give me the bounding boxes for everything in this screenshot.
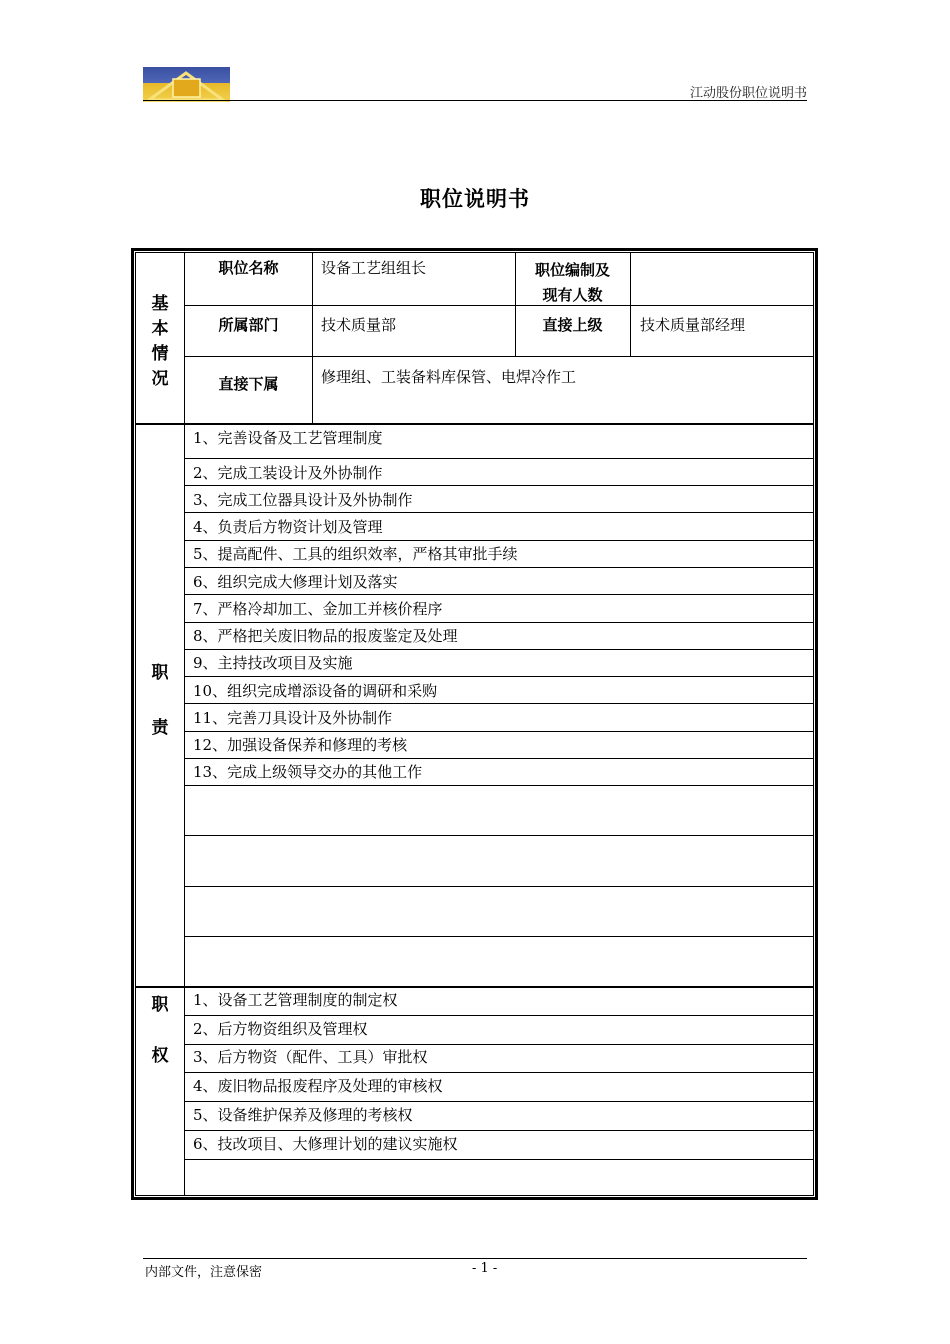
- page-number: - 1 -: [472, 1261, 498, 1276]
- duty-item: 5、提高配件、工具的组织效率，严格其审批手续: [193, 545, 518, 563]
- grid-line: [184, 676, 814, 677]
- duty-item: 2、完成工装设计及外协制作: [193, 464, 383, 482]
- grid-line: [184, 731, 814, 732]
- authority-section-label: [140, 990, 180, 1066]
- section-separator: [135, 986, 814, 988]
- grid-line: [184, 1101, 814, 1102]
- grid-line: [184, 512, 814, 513]
- section-label-char: 责: [151, 718, 169, 738]
- grid-line: [184, 594, 814, 595]
- duty-item: 8、严格把关废旧物品的报废鉴定及处理: [193, 627, 458, 645]
- section-label-char: 本: [151, 319, 169, 339]
- grid-line: [184, 1015, 814, 1016]
- grid-line: [184, 1159, 814, 1160]
- authority-item: 4、废旧物品报废程序及处理的审核权: [193, 1077, 443, 1095]
- grid-line: [184, 540, 814, 541]
- grid-line: [184, 1044, 814, 1045]
- page-title: 职位说明书: [420, 187, 530, 211]
- grid-line: [184, 485, 814, 486]
- duty-item: 1、完善设备及工艺管理制度: [193, 429, 383, 447]
- logo-mark: [143, 67, 230, 102]
- basic-info-section-label: [140, 292, 180, 392]
- headcount-label: [515, 258, 630, 308]
- grid-line: [184, 835, 814, 836]
- section-label-char: 权: [151, 1046, 169, 1066]
- headcount-label-line2: 现有人数: [542, 286, 603, 304]
- position-name-label: 职位名称: [218, 259, 279, 277]
- subordinates-value: 修理组、工装备料库保管、电焊冷作工: [321, 368, 577, 386]
- grid-line: [184, 1130, 814, 1131]
- duty-item: 13、完成上级领导交办的其他工作: [193, 763, 423, 781]
- supervisor-label: 直接上级: [542, 316, 603, 334]
- grid-line: [184, 886, 814, 887]
- grid-line: [630, 252, 631, 356]
- grid-line: [184, 703, 814, 704]
- grid-line: [184, 458, 814, 459]
- header-doc-series: 江动股份职位说明书: [689, 86, 807, 101]
- footer-divider: [143, 1258, 807, 1259]
- authority-item: 1、设备工艺管理制度的制定权: [193, 991, 398, 1009]
- authority-item: 6、技改项目、大修理计划的建议实施权: [193, 1135, 458, 1153]
- company-logo: [143, 67, 230, 102]
- section-separator: [135, 423, 814, 425]
- grid-line: [184, 356, 814, 357]
- department-value: 技术质量部: [321, 316, 397, 334]
- authority-item: 2、后方物资组织及管理权: [193, 1020, 368, 1038]
- section-label-char: 况: [151, 369, 169, 389]
- duty-item: 10、组织完成增添设备的调研和采购: [193, 682, 438, 700]
- grid-line: [184, 649, 814, 650]
- footer-confidential-note: 内部文件，注意保密: [145, 1265, 263, 1280]
- headcount-label-line1: 职位编制及: [534, 261, 610, 279]
- duty-item: 12、加强设备保养和修理的考核: [193, 736, 408, 754]
- grid-line: [184, 305, 814, 306]
- grid-line: [184, 567, 814, 568]
- authority-item: 3、后方物资（配件、工具）审批权: [193, 1048, 428, 1066]
- grid-line: [184, 758, 814, 759]
- section-label-char: 职: [151, 663, 169, 683]
- section-label-char: 职: [151, 995, 169, 1015]
- duty-item: 3、完成工位器具设计及外协制作: [193, 491, 413, 509]
- section-label-char: 基: [151, 294, 169, 314]
- duty-item: 9、主持技改项目及实施: [193, 654, 353, 672]
- grid-line: [184, 622, 814, 623]
- duty-item: 7、严格冷却加工、金加工并核价程序: [193, 600, 443, 618]
- grid-line: [312, 252, 313, 423]
- section-label-char: 情: [151, 344, 169, 364]
- header-divider: [143, 100, 807, 101]
- duty-item: 11、完善刀具设计及外协制作: [193, 709, 393, 727]
- supervisor-value: 技术质量部经理: [640, 316, 746, 334]
- department-label: 所属部门: [218, 316, 279, 334]
- grid-line: [184, 785, 814, 786]
- authority-item: 5、设备维护保养及修理的考核权: [193, 1106, 413, 1124]
- duty-item: 6、组织完成大修理计划及落实: [193, 573, 398, 591]
- position-name-value: 设备工艺组组长: [321, 259, 427, 277]
- duty-item: 4、负责后方物资计划及管理: [193, 518, 383, 536]
- subordinates-label: 直接下属: [218, 375, 279, 393]
- duties-section-label: [140, 658, 180, 738]
- grid-line: [184, 1072, 814, 1073]
- grid-line: [184, 936, 814, 937]
